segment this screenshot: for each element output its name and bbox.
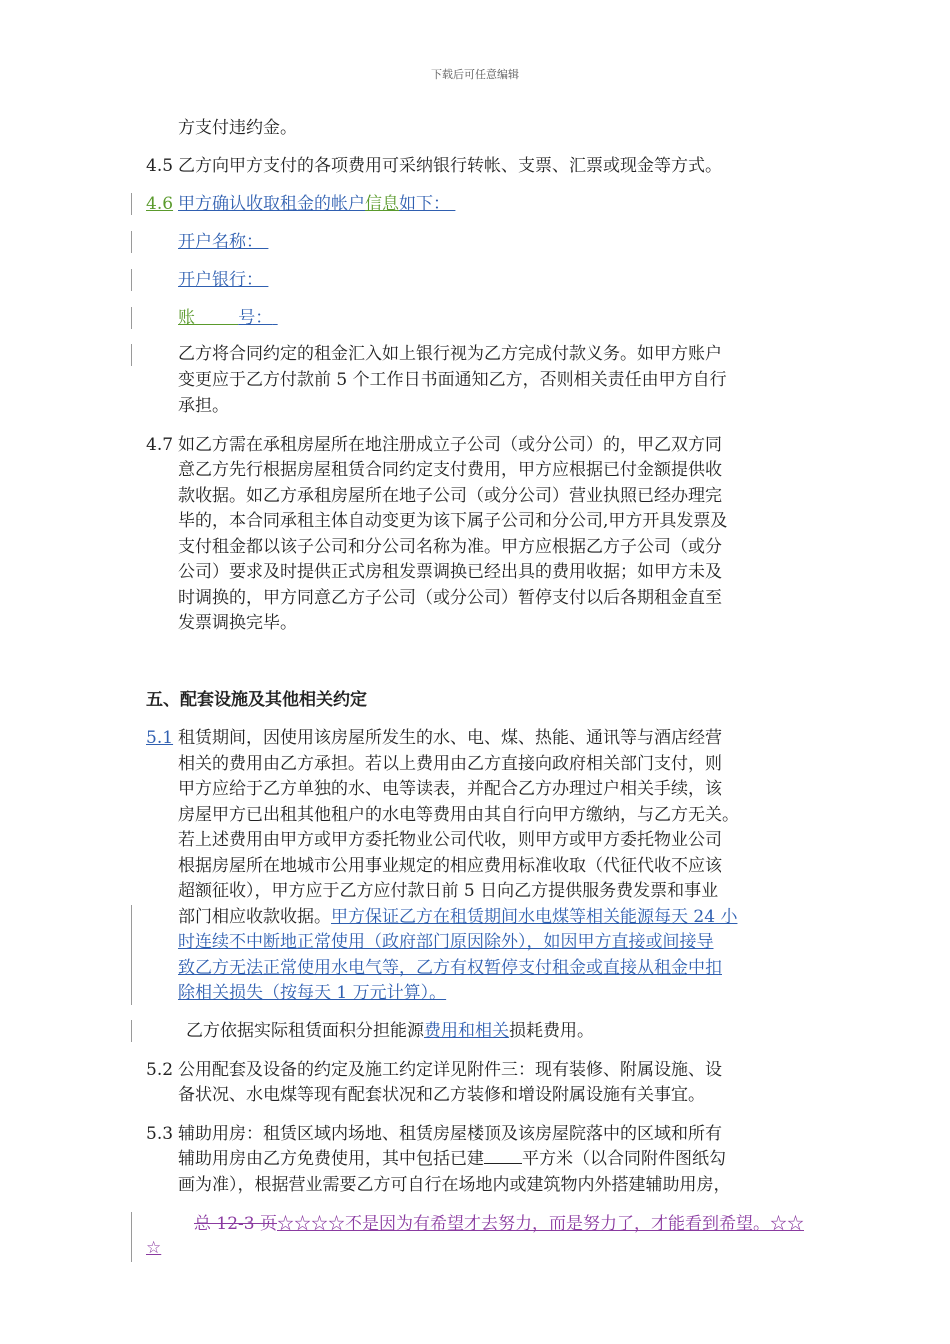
clause-5-1-line-8	[178, 905, 737, 931]
paragraph-energy	[186, 1019, 594, 1045]
paragraph-energy-a: 乙方依据实际租赁面积分担能源	[186, 1021, 424, 1041]
section-5-title: 五、配套设施及其他相关约定	[146, 690, 367, 710]
revision-bar	[131, 269, 132, 291]
clause-number-5-1: 5.1	[146, 728, 174, 748]
clause-5-1-line-3: 甲方应给于乙方单独的水、电等读表，并配合乙方办理过户相关手续，该	[178, 779, 722, 799]
account-number-label-b: 号：	[238, 308, 273, 328]
clause-5-1-line-5: 若上述费用由甲方或甲方委托物业公司代收，则甲方或甲方委托物业公司	[178, 830, 722, 850]
clause-4-6-text	[178, 192, 455, 218]
clause-5-3-line-2-a: 辅助用房由乙方免费使用，其中包括已建	[178, 1149, 484, 1169]
clause-4-7-line-2: 意乙方先行根据房屋租赁合同约定支付费用，甲方应根据已付金额提供收	[178, 460, 722, 480]
clause-5-3-line-1: 辅助用房：租赁区域内场地、租赁房屋楼顶及该房屋院落中的区域和所有	[178, 1124, 722, 1144]
clause-4-7-line-8: 发票调换完毕。	[178, 613, 297, 633]
revision-bar	[131, 905, 132, 1005]
clause-5-1-line-1: 租赁期间，因使用该房屋所发生的水、电、煤、热能、通讯等与酒店经营	[178, 728, 722, 748]
account-bank-line	[178, 268, 268, 294]
clause-4-6-part1: 甲方确认收取租金的帐户	[178, 194, 365, 214]
clause-4-7-line-3: 款收据。如乙方承租房屋所在地子公司（或分公司）营业执照已经办理完	[178, 486, 722, 506]
clause-5-2-line-1: 公用配套及设备的约定及施工约定详见附件三：现有装修、附属设施、设	[178, 1060, 722, 1080]
revision-bar	[131, 1020, 132, 1042]
account-bank-label: 开户银行：	[178, 270, 263, 290]
clause-4-6-part3: 如下：	[399, 194, 450, 214]
clause-5-2-line-2: 备状况、水电煤等现有配套状况和乙方装修和增设附属设施有关事宜。	[178, 1085, 705, 1105]
paragraph-penalty: 方支付违约金。	[178, 118, 297, 138]
clause-5-1-line-6: 根据房屋所在地城市公用事业规定的相应费用标准收取（代征代收不应该	[178, 856, 722, 876]
revision-bar	[131, 1212, 132, 1262]
clause-number-4-7: 4.7	[146, 435, 174, 455]
paragraph-payment-line-2: 变更应于乙方付款前 5 个工作日书面通知乙方，否则相关责任由甲方自行	[178, 370, 727, 390]
revision-bar	[131, 231, 132, 253]
footer-page-count: 总 12-3 页	[194, 1214, 277, 1234]
clause-5-1-line-8-plain: 部门相应收款收据。	[178, 907, 331, 927]
footer-motto: ☆☆☆☆不是因为有希望才去努力，而是努力了，才能看到希望。☆☆	[277, 1214, 804, 1234]
clause-5-1-inserted-line-3: 除相关损失（按每天 1 万元计算）。	[178, 983, 447, 1003]
clause-4-5-text: 乙方向甲方支付的各项费用可采纳银行转帐、支票、汇票或现金等方式。	[178, 156, 722, 176]
footer-star: ☆	[146, 1238, 162, 1258]
paragraph-payment-line-1: 乙方将合同约定的租金汇入如上银行视为乙方完成付款义务。如甲方账户	[178, 344, 722, 364]
clause-5-3-line-2	[178, 1147, 726, 1173]
clause-number-4-5: 4.5	[146, 156, 174, 176]
account-name-label: 开户名称：	[178, 232, 263, 252]
clause-5-1-line-4: 房屋甲方已出租其他租户的水电等费用由其自行向甲方缴纳，与乙方无关。	[178, 805, 739, 825]
account-number-label-a: 账	[178, 308, 195, 328]
clause-4-6-part2: 信息	[365, 194, 399, 214]
clause-5-3-line-3: 画为准），根据营业需要乙方可自行在场地内或建筑物内外搭建辅助用房，	[178, 1175, 731, 1195]
page-header: 下载后可任意编辑	[431, 68, 519, 81]
clause-5-1-line-7: 超额征收），甲方应于乙方应付款日前 5 日向乙方提供服务费发票和事业	[178, 881, 719, 901]
clause-4-7-line-4: 毕的，本合同承租主体自动变更为该下属子公司和分公司,甲方开具发票及	[178, 511, 728, 531]
revision-bar	[131, 193, 132, 215]
paragraph-energy-b: 费用和相关	[424, 1021, 509, 1041]
clause-4-7-line-5: 支付租金都以该子公司和分公司名称为准。甲方应根据乙方子公司（或分	[178, 537, 722, 557]
clause-5-1-inserted-line-1: 时连续不中断地正常使用（政府部门原因除外），如因甲方直接或间接导	[178, 932, 714, 952]
revision-bar	[131, 344, 132, 366]
clause-4-7-line-7: 时调换的，甲方同意乙方子公司（或分公司）暂停支付以后各期租金直至	[178, 588, 722, 608]
clause-4-7-line-6: 公司）要求及时提供正式房租发票调换已经出具的费用收据；如甲方未及	[178, 562, 722, 582]
clause-5-3-line-2-b: 平方米（以合同附件图纸勾	[522, 1149, 726, 1169]
clause-number-5-3: 5.3	[146, 1124, 174, 1144]
clause-number-5-2: 5.2	[146, 1060, 174, 1080]
paragraph-energy-c: 损耗费用。	[509, 1021, 594, 1041]
page-footer	[146, 1212, 810, 1260]
revision-bar	[131, 307, 132, 329]
account-number-line	[178, 306, 278, 332]
account-name-line	[178, 230, 268, 256]
clause-5-1-inserted-line-2: 致乙方无法正常使用水电气等，乙方有权暂停支付租金或直接从租金中扣	[178, 958, 722, 978]
area-blank	[484, 1149, 522, 1164]
clause-5-1-line-8-inserted: 甲方保证乙方在租赁期间水电煤等相关能源每天 24 小	[331, 907, 738, 927]
paragraph-payment-line-3: 承担。	[178, 396, 229, 416]
clause-5-1-line-2: 相关的费用由乙方承担。若以上费用由乙方直接向政府相关部门支付，则	[178, 754, 722, 774]
clause-4-7-line-1: 如乙方需在承租房屋所在地注册成立子公司（或分公司）的，甲乙双方同	[178, 435, 722, 455]
clause-number-4-6: 4.6	[146, 194, 174, 214]
